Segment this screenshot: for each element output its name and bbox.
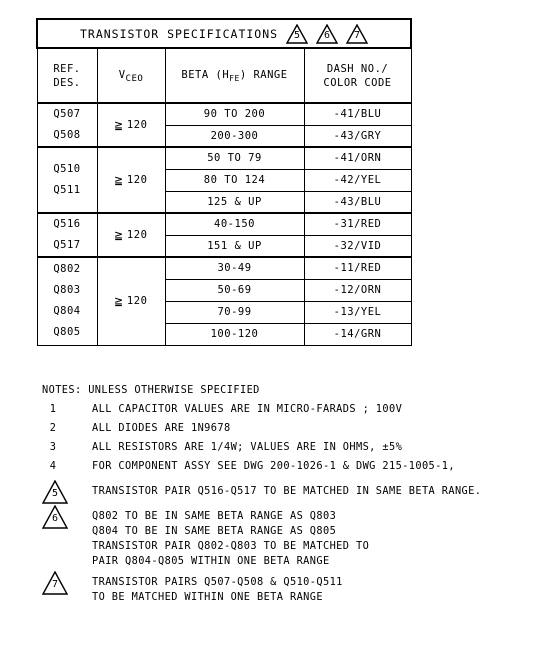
beta-cell: 50 TO 79 — [165, 147, 304, 169]
beta-cell: 30-49 — [165, 257, 304, 279]
note-text: Q804 TO BE IN SAME BETA RANGE AS Q805 — [92, 525, 337, 537]
flag-7-note-icon — [42, 571, 68, 595]
table-title: TRANSISTOR SPECIFICATIONS — [79, 26, 279, 41]
transistor-spec-table — [36, 18, 412, 346]
dash-cell: -42/YEL — [304, 169, 411, 191]
flag-note-item — [42, 484, 522, 503]
flag-7-note-label: 7 — [51, 579, 59, 590]
dash-cell: -32/VID — [304, 235, 411, 257]
flag-5-note-label: 5 — [51, 488, 59, 499]
beta-cell: 80 TO 124 — [165, 169, 304, 191]
flag-5-label: 5 — [294, 29, 301, 41]
dash-cell: -41/BLU — [304, 103, 411, 125]
table-header-row — [37, 48, 411, 103]
dash-cell: -43/GRY — [304, 125, 411, 147]
note-text: PAIR Q804-Q805 WITHIN ONE BETA RANGE — [92, 555, 330, 567]
header-beta-range: BETA $(H_{FE})$ RANGE — [165, 48, 304, 103]
flag-6-note-label: 6 — [51, 513, 59, 524]
ref-des-cell: Q510 Q511 — [37, 147, 97, 213]
beta-cell: 100-120 — [165, 323, 304, 345]
vceo-cell: ≧ 120 — [97, 103, 165, 147]
note-text: TO BE MATCHED WITHIN ONE BETA RANGE — [92, 591, 323, 603]
flag-note-item — [42, 509, 522, 569]
note-number: 3 — [49, 441, 57, 453]
note-text: FOR COMPONENT ASSY SEE DWG 200-1026-1 & DWG 215-1005-1, — [92, 460, 455, 472]
flag-7-icon — [346, 24, 368, 44]
flag-6-label: 6 — [324, 29, 331, 41]
flag-5-note-icon — [42, 480, 68, 504]
note-number: 2 — [49, 422, 57, 434]
header-vceo: VCEO — [97, 48, 165, 103]
table-row — [37, 103, 411, 125]
notes-heading: NOTES: UNLESS OTHERWISE SPECIFIED — [42, 384, 260, 396]
table-title-cell — [37, 19, 411, 48]
note-text: ALL RESISTORS ARE 1/4W; VALUES ARE IN OHMS, ±5% — [92, 441, 403, 453]
note-item — [42, 402, 522, 421]
table-row — [37, 213, 411, 235]
note-text: ALL DIODES ARE 1N9678 — [92, 422, 231, 434]
dash-cell: -43/BLU — [304, 191, 411, 213]
note-item — [42, 459, 522, 478]
note-text: TRANSISTOR PAIR Q516-Q517 TO BE MATCHED IN SAME BETA RANGE. — [92, 485, 482, 497]
note-item — [42, 421, 522, 440]
note-item — [42, 440, 522, 459]
notes-section — [42, 383, 522, 605]
note-text: TRANSISTOR PAIRS Q507-Q508 & Q510-Q511 — [92, 576, 343, 588]
beta-cell: 151 & UP — [165, 235, 304, 257]
beta-cell: 125 & UP — [165, 191, 304, 213]
beta-cell: 50-69 — [165, 279, 304, 301]
table-row — [37, 257, 411, 279]
ref-des-cell: Q802 Q803 Q804 Q805 — [37, 257, 97, 345]
flag-7-label: 7 — [354, 29, 361, 41]
note-text: ALL CAPACITOR VALUES ARE IN MICRO-FARADS ; 100V — [92, 403, 403, 415]
dash-cell: -14/GRN — [304, 323, 411, 345]
note-text: TRANSISTOR PAIR Q802-Q803 TO BE MATCHED TO — [92, 540, 370, 552]
vceo-cell: ≧ 120 — [97, 213, 165, 257]
beta-cell: 200-300 — [165, 125, 304, 147]
note-number: 1 — [49, 403, 57, 415]
header-dash-color: DASH NO./ COLOR CODE — [304, 48, 411, 103]
flag-note-item — [42, 575, 522, 605]
vceo-cell: ≧ 120 — [97, 257, 165, 345]
vceo-cell: ≧ 120 — [97, 147, 165, 213]
note-number: 4 — [49, 460, 57, 472]
header-ref-des: REF. DES. — [37, 48, 97, 103]
ref-des-cell: Q507 Q508 — [37, 103, 97, 147]
dash-cell: -11/RED — [304, 257, 411, 279]
beta-cell: 90 TO 200 — [165, 103, 304, 125]
dash-cell: -41/ORN — [304, 147, 411, 169]
table-row — [37, 147, 411, 169]
note-text: Q802 TO BE IN SAME BETA RANGE AS Q803 — [92, 510, 337, 522]
beta-cell: 40-150 — [165, 213, 304, 235]
flag-6-icon — [316, 24, 338, 44]
dash-cell: -13/YEL — [304, 301, 411, 323]
flag-6-note-icon — [42, 505, 68, 529]
flag-5-icon — [286, 24, 308, 44]
ref-des-cell: Q516 Q517 — [37, 213, 97, 257]
dash-cell: -12/ORN — [304, 279, 411, 301]
dash-cell: -31/RED — [304, 213, 411, 235]
beta-cell: 70-99 — [165, 301, 304, 323]
